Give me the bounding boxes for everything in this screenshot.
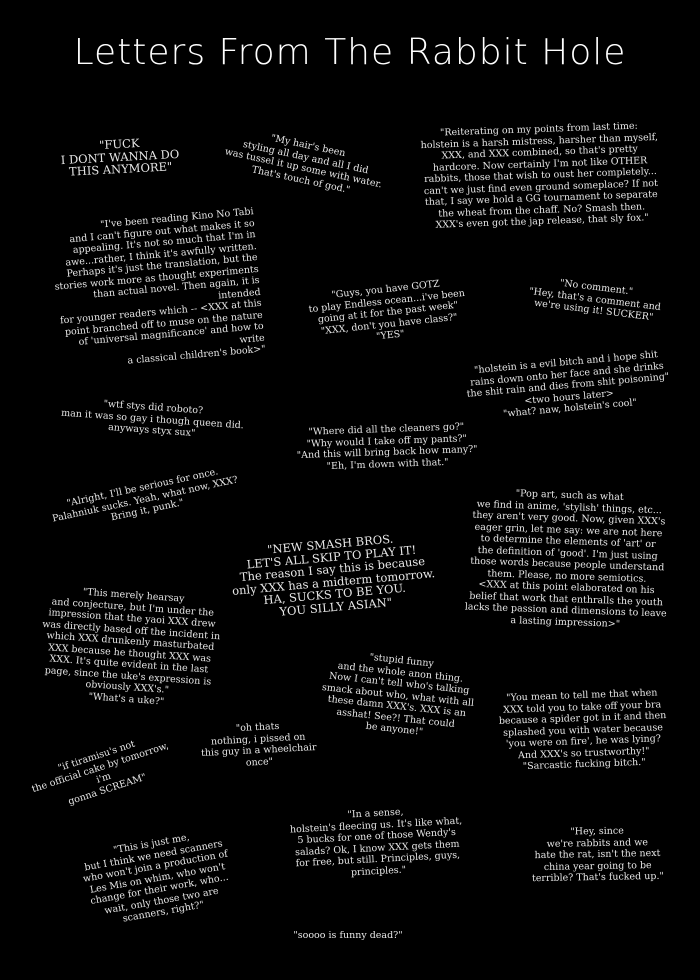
- quote-stupid-funny: "stupid funny and the whole anon thing. Now I can't tell who's talking smack about who, what with all these damn XXX's. XXX is an asshat! See?! That could be anyone!": [321, 651, 475, 738]
- quote-pop-art: "Pop art, such as what we find in anime, 'stylish' things, etc... they aren't very good. Now, given XXX's eager grin, let me say: we are not here to determine the elements of 'art' or the definition of 'good'. I'm just using those words because people understand them. Please, no more semiotics. <XXX at this point elaborated on his belief that work that enthralls the youth lacks the passion and dimensions to leave a lasting impression>": [464, 488, 667, 630]
- quote-wheelchair: "oh thats nothing, i pissed on this guy in a wheelchair once": [200, 720, 317, 769]
- quote-smash-bros: "NEW SMASH BROS. LET'S ALL SKIP TO PLAY IT! The reason I say this is because only XXX has a midterm tomorrow. HA, SUCKS TO BE YOU. YOU SILLY ASIAN": [231, 531, 436, 619]
- quote-rabbits-rat: "Hey, since we're rabbits and we hate the rat, isn't the next china year going to be terrible? That's fucked up.": [531, 825, 664, 885]
- quote-spider-bra: "You mean to tell me that when XXX told you to take off your bra because a spider got in it and then splashed you with water because 'you were on fire', he was lying? And XXX's so trustworthy!" "Sarcastic fucking bitch.": [498, 687, 667, 773]
- quote-cleaners: "Where did all the cleaners go?" "Why would I take off my pants?" "And this will bring back how many?" "Eh, I'm down with that.": [296, 421, 478, 472]
- quote-kino-no-tabi: "I've been reading Kino No Tabi and I can't figure out what makes it so appealing. It's not so much that I'm in awe...rather, I think it's awfully written. Perhaps it's just the translation, but the stories work more as thought experiments than actual novel. Then again, it is intended for younger readers which -- <XXX at this point branched off to muse on the nature of 'universal magnificance' and how to write a classical children's book>": [54, 206, 267, 367]
- quote-hearsay: "This merely hearsay and conjecture, but I'm under the impression that the yaoi XXX drew was directly based off the incident in which XXX drunkenly masturbated XXX because he thought XXX was XXX. It's quite evident in the last page, since the uke's expression is obviously XXX's." "What's a uke?": [41, 586, 221, 708]
- poster-title: Letters From The Rabbit Hole: [73, 32, 627, 73]
- quote-holstein-evil: "holstein is a evil bitch and i hope shit rains down onto her face and she drinks the shit rain and dies from shit poisoning" <two hours later> "what? naw, holstein's cool": [466, 349, 670, 420]
- quote-fuck: "FUCK I DONT WANNA DO THIS ANYMORE": [60, 135, 180, 179]
- quote-palahniuk: "Alright, I'll be serious for once. Palahniuk sucks. Yeah, what now, XXX? Bring it, punk.": [51, 466, 239, 525]
- quote-tiramisu: "if tiramisu's not the official cake by tomorrow, i'm gonna SCREAM": [30, 738, 170, 808]
- quote-no-comment: "No comment." "Hey, that's a comment and we're using it! SUCKER": [528, 277, 662, 324]
- quote-hair: "My hair's been styling all day and all I did was tussel it up some with water. That's touch of god.": [223, 132, 383, 196]
- quote-reiterating: "Reiterating on my points from last time: holstein is a harsh mistress, harsher than myself, XXX, and XXX combined, so that's pretty hardcore. Now certainly I'm not like OTHER rabbits, those that wish to oust her completely... can't we just find even ground someplace? If not that, I say we hold a GG tournament to separate the wheat from the chaff. No? Smash then. XXX's even got the jap release, that sly fox.": [420, 120, 659, 231]
- quote-scanners: "This is just me, but I think we need scanners who won't join a production of Les Mis on whim, who won't change for their work, who... wait, only those two are scanners, right?": [82, 831, 230, 925]
- quote-funny-dead: "soooo is funny dead?": [293, 930, 403, 941]
- quote-endless-ocean: "Guys, you have GOTZ to play Endless ocean...i've been going at it for the past week" "XXX, don't you have class?" "YES": [308, 278, 466, 343]
- quote-roboto: "wtf stys did roboto? man it was so gay i though queen did. anyways styx sux": [60, 398, 245, 440]
- quote-fleecing: "In a sense, holstein's fleecing us. It's like what, 5 bucks for one of those Wendy's salads? Ok, I know XXX gets them for free, but still. Principles, guys, principles.": [289, 806, 463, 878]
